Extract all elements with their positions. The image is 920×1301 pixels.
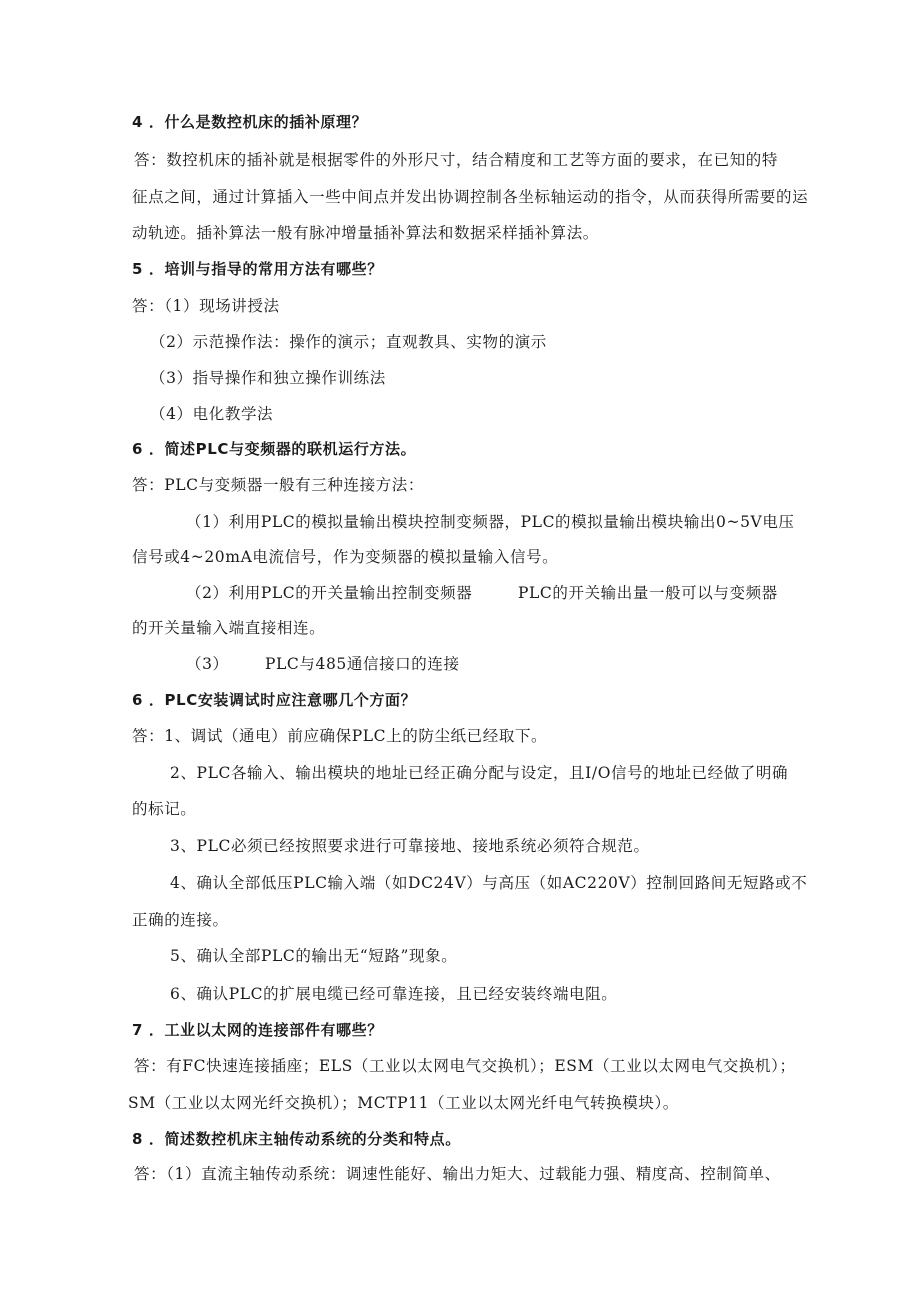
answer-6b-item-1: 答：1、调试（通电）前应确保PLC上的防尘纸已经取下。 xyxy=(132,727,548,745)
answer-6a-line-3: （2）利用PLC的开关量输出控制变频器 xyxy=(186,584,473,602)
question-7: 7 ．工业以太网的连接部件有哪些？ xyxy=(132,1021,383,1039)
answer-6a-intro: 答：PLC与变频器一般有三种连接方法： xyxy=(132,476,424,494)
answer-6b-item-4-cont: 正确的连接。 xyxy=(132,911,229,929)
question-5: 5 ．培训与指导的常用方法有哪些？ xyxy=(132,260,383,278)
answer-4-line-1: 答：数控机床的插补就是根据零件的外形尺寸，结合精度和工艺等方面的要求，在已知的特 xyxy=(134,151,779,169)
question-4: 4 ．什么是数控机床的插补原理？ xyxy=(132,113,368,131)
answer-6a-line-2: 信号或4~20mA电流信号，作为变频器的模拟量输入信号。 xyxy=(132,548,559,566)
answer-7-line-2: SM（工业以太网光纤交换机）；MCTP11（工业以太网光纤电气转换模块）。 xyxy=(128,1094,679,1112)
answer-6b-item-2-cont: 的标记。 xyxy=(132,800,197,818)
answer-6a-line-4: 的开关量输入端直接相连。 xyxy=(132,619,326,637)
answer-6a-line-5: （3） xyxy=(186,655,229,673)
answer-5-line-4: （4）电化教学法 xyxy=(150,405,274,423)
answer-5-line-3: （3）指导操作和独立操作训练法 xyxy=(150,369,386,387)
answer-5-line-1: 答：（1）现场讲授法 xyxy=(132,297,280,315)
question-6b: 6 ．PLC安装调试时应注意哪几个方面？ xyxy=(132,691,417,709)
answer-6a-line-3b: PLC的开关输出量一般可以与变频器 xyxy=(518,584,778,602)
answer-7-line-1: 答：有FC快速连接插座；ELS（工业以太网电气交换机）；ESM（工业以太网电气交换机）； xyxy=(134,1057,796,1075)
question-8: 8 ．简述数控机床主轴传动系统的分类和特点。 xyxy=(132,1130,461,1148)
answer-4-line-3: 动轨迹。插补算法一般有脉冲增量插补算法和数据采样插补算法。 xyxy=(132,224,599,242)
answer-6a-line-1: （1）利用PLC的模拟量输出模块控制变频器，PLC的模拟量输出模块输出0~5V电压 xyxy=(186,513,795,531)
answer-6b-item-5: 5、确认全部PLC的输出无“短路”现象。 xyxy=(170,947,458,965)
question-6a: 6 ．简述PLC与变频器的联机运行方法。 xyxy=(132,440,417,458)
answer-5-line-2: （2）示范操作法：操作的演示；直观教具、实物的演示 xyxy=(150,333,547,351)
answer-6b-item-3: 3、PLC必须已经按照要求进行可靠接地、接地系统必须符合规范。 xyxy=(170,837,650,855)
answer-4-line-2: 征点之间，通过计算插入一些中间点并发出协调控制各坐标轴运动的指令，从而获得所需要的运 xyxy=(132,188,809,206)
answer-6a-line-5b: PLC与485通信接口的连接 xyxy=(265,655,460,673)
answer-8-line-1: 答：（1）直流主轴传动系统：调速性能好、输出力矩大、过载能力强、精度高、控制简单、 xyxy=(134,1165,781,1183)
answer-6b-item-6: 6、确认PLC的扩展电缆已经可靠连接，且已经安装终端电阻。 xyxy=(170,985,618,1003)
answer-6b-item-4: 4、确认全部低压PLC输入端（如DC24V）与高压（如AC220V）控制回路间无短路或不 xyxy=(170,874,808,892)
answer-6b-item-2: 2、PLC各输入、输出模块的地址已经正确分配与设定，且I/O信号的地址已经做了明确 xyxy=(170,764,789,782)
